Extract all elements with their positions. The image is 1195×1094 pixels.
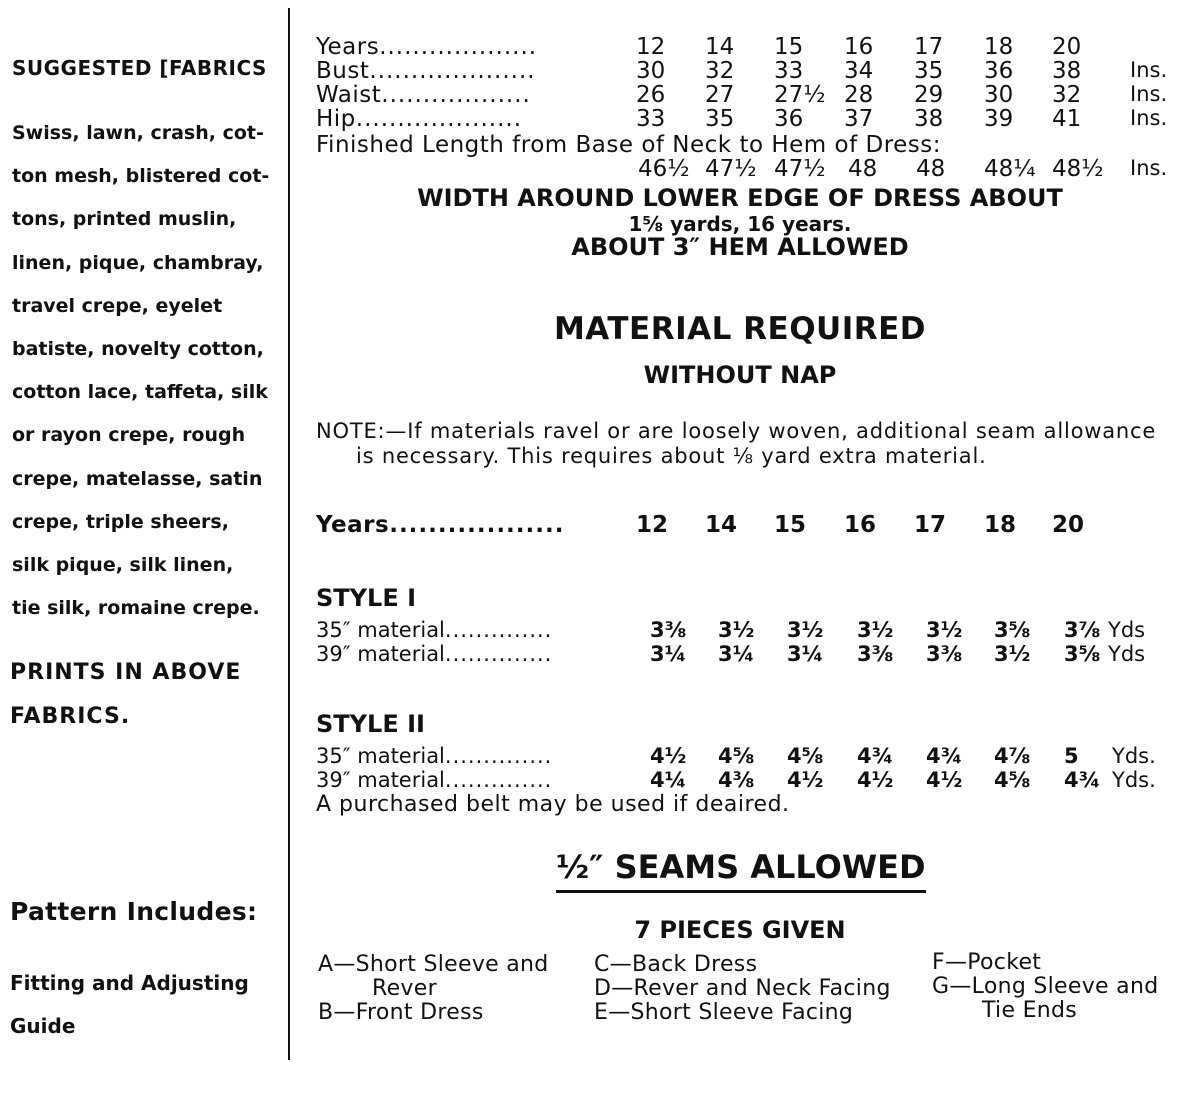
measure-value: 32 <box>1052 82 1082 108</box>
measure-value: 36 <box>984 58 1014 84</box>
fabric-line: travel crepe, eyelet <box>12 295 223 317</box>
finished-length-value: 47½ <box>774 156 826 182</box>
fabric-line: silk pique, silk linen, <box>12 554 234 576</box>
measure-value: 20 <box>1052 34 1082 60</box>
hem-allowed: ABOUT 3″ HEM ALLOWED <box>571 233 909 261</box>
leader-dots: .................... <box>369 58 536 84</box>
yardage-value: 4⅝ <box>994 768 1031 792</box>
piece-item: A—Short Sleeve and <box>318 952 549 977</box>
style-heading: STYLE II <box>316 710 425 738</box>
measure-label-text: Years <box>316 34 380 60</box>
measure-value: 17 <box>914 34 944 60</box>
seams-allowed: ½″ SEAMS ALLOWED <box>556 848 926 893</box>
material-row-label <box>316 618 552 642</box>
measure-value: 16 <box>844 34 874 60</box>
width-line-1: WIDTH AROUND LOWER EDGE OF DRESS ABOUT <box>417 184 1063 212</box>
yardage-value: 4⅞ <box>994 744 1031 768</box>
finished-length-value: 48 <box>848 156 878 182</box>
measure-value: 39 <box>984 106 1014 132</box>
unit-label: Ins. <box>1130 106 1168 130</box>
style-heading: STYLE I <box>316 584 417 612</box>
measure-value: 38 <box>1052 58 1082 84</box>
measure-label-text: Waist <box>316 82 382 108</box>
leader-dots: .................... <box>355 106 523 132</box>
width-line-2: 1⅝ yards, 16 years. <box>628 212 852 236</box>
measure-label <box>316 106 522 132</box>
yardage-value: 3⅞ <box>1064 618 1101 642</box>
pattern-includes-heading: Pattern Includes: <box>10 897 258 926</box>
yardage-value: 4½ <box>787 768 824 792</box>
measure-label <box>316 82 531 108</box>
material-label-text: 39″ material <box>316 768 445 792</box>
leader-dots: .............. <box>444 768 553 792</box>
unit-label: Yds <box>1108 618 1146 642</box>
unit-label: Ins. <box>1130 58 1168 82</box>
material-year: 12 <box>636 512 669 538</box>
unit-label: Yds <box>1108 642 1146 666</box>
fabric-line: tons, printed muslin, <box>12 208 237 230</box>
measure-value: 27½ <box>774 82 826 108</box>
yardage-value: 5 <box>1064 744 1079 768</box>
measure-value: 26 <box>636 82 666 108</box>
yardage-value: 3⅜ <box>926 642 963 666</box>
material-years-label <box>316 512 564 538</box>
fabric-line: or rayon crepe, rough <box>12 424 246 446</box>
measure-value: 38 <box>914 106 944 132</box>
measure-value: 37 <box>844 106 874 132</box>
yardage-value: 4⅝ <box>787 744 824 768</box>
material-label-text: 35″ material <box>316 618 445 642</box>
note-line-2: is necessary. This requires about ⅛ yard extra material. <box>356 444 987 468</box>
leader-dots: .............. <box>444 618 553 642</box>
leader-dots: .............. <box>444 642 553 666</box>
note-line-1: NOTE:—If materials ravel or are loosely woven, additional seam allowance <box>316 419 1157 443</box>
material-year: 15 <box>774 512 807 538</box>
measure-value: 14 <box>705 34 735 60</box>
material-label-text: 39″ material <box>316 642 445 666</box>
unit-label: Ins. <box>1130 82 1168 106</box>
fabric-line: batiste, novelty cotton, <box>12 338 264 360</box>
material-required-title: MATERIAL REQUIRED <box>553 311 927 347</box>
yardage-value: 3½ <box>857 618 894 642</box>
yardage-value: 4¾ <box>1064 768 1101 792</box>
yardage-value: 3½ <box>994 642 1031 666</box>
finished-length-label: Finished Length from Base of Neck to Hem of Dress: <box>316 132 942 158</box>
unit-label: Yds. <box>1112 744 1156 768</box>
leader-dots: .............. <box>444 744 553 768</box>
measure-value: 35 <box>914 58 944 84</box>
measure-value: 34 <box>844 58 874 84</box>
finished-length-value: 48½ <box>1052 156 1104 182</box>
guide-line: Fitting and Adjusting <box>10 971 249 995</box>
material-label-text: 35″ material <box>316 744 445 768</box>
yardage-value: 4¾ <box>926 744 963 768</box>
measure-value: 30 <box>984 82 1014 108</box>
sidebar <box>0 0 286 1094</box>
measure-value: 29 <box>914 82 944 108</box>
fabric-line: Swiss, lawn, crash, cot- <box>12 122 264 144</box>
material-row-label <box>316 642 552 666</box>
material-row-label <box>316 768 552 792</box>
finished-length-value: 46½ <box>638 156 690 182</box>
finished-length-value: 47½ <box>705 156 757 182</box>
main-content <box>300 0 1180 1094</box>
yardage-value: 3½ <box>787 618 824 642</box>
yardage-value: 4½ <box>857 768 894 792</box>
measure-label <box>316 34 537 60</box>
fabric-line: crepe, matelasse, satin <box>12 468 263 490</box>
material-year: 20 <box>1052 512 1085 538</box>
material-year: 16 <box>844 512 877 538</box>
unit-label: Yds. <box>1112 768 1156 792</box>
measure-label-text: Hip <box>316 106 356 132</box>
years-label-text: Years <box>316 512 390 538</box>
measure-label-text: Bust <box>316 58 370 84</box>
yardage-value: 3⅜ <box>650 618 687 642</box>
yardage-value: 3½ <box>718 618 755 642</box>
leader-dots: .................. <box>389 512 565 538</box>
material-year: 17 <box>914 512 947 538</box>
measure-value: 27 <box>705 82 735 108</box>
yardage-value: 4⅜ <box>718 768 755 792</box>
prints-line: PRINTS IN ABOVE <box>10 660 242 685</box>
measure-value: 30 <box>636 58 666 84</box>
column-divider <box>288 8 290 1060</box>
without-nap-subtitle: WITHOUT NAP <box>643 361 837 389</box>
measure-value: 36 <box>774 106 804 132</box>
material-year: 18 <box>984 512 1017 538</box>
yardage-value: 3¼ <box>650 642 687 666</box>
piece-item: B—Front Dress <box>318 1000 484 1025</box>
finished-length-value: 48 <box>916 156 946 182</box>
yardage-value: 4⅝ <box>718 744 755 768</box>
guide-line: Guide <box>10 1014 76 1038</box>
belt-note: A purchased belt may be used if deaired. <box>316 792 790 817</box>
measure-value: 12 <box>636 34 666 60</box>
yardage-value: 4¼ <box>650 768 687 792</box>
fabric-line: tie silk, romaine crepe. <box>12 597 260 619</box>
measure-value: 18 <box>984 34 1014 60</box>
yardage-value: 4¾ <box>857 744 894 768</box>
piece-item: G—Long Sleeve and <box>932 974 1159 999</box>
leader-dots: ................... <box>379 34 538 60</box>
material-row-label <box>316 744 552 768</box>
measure-value: 35 <box>705 106 735 132</box>
fabric-line: crepe, triple sheers, <box>12 511 229 533</box>
fabric-line: linen, pique, chambray, <box>12 252 264 274</box>
piece-item: E—Short Sleeve Facing <box>594 1000 854 1025</box>
measure-value: 32 <box>705 58 735 84</box>
yardage-value: 3⅜ <box>857 642 894 666</box>
finished-length-value: 48¼ <box>984 156 1036 182</box>
piece-item: F—Pocket <box>932 950 1042 975</box>
measure-value: 15 <box>774 34 804 60</box>
measure-value: 28 <box>844 82 874 108</box>
fabric-line: cotton lace, taffeta, silk <box>12 381 268 403</box>
suggested-fabrics-heading: SUGGESTED [FABRICS <box>12 56 267 80</box>
measure-value: 41 <box>1052 106 1082 132</box>
piece-item: C—Back Dress <box>594 952 758 977</box>
measure-value: 33 <box>636 106 666 132</box>
yardage-value: 3⅝ <box>1064 642 1101 666</box>
leader-dots: .................. <box>381 82 531 108</box>
yardage-value: 4½ <box>650 744 687 768</box>
yardage-value: 4½ <box>926 768 963 792</box>
material-year: 14 <box>705 512 738 538</box>
prints-line: FABRICS. <box>10 704 131 729</box>
unit-label: Ins. <box>1130 156 1168 180</box>
measure-label <box>316 58 536 84</box>
yardage-value: 3¼ <box>718 642 755 666</box>
yardage-value: 3¼ <box>787 642 824 666</box>
piece-item: Rever <box>372 976 437 1001</box>
piece-item: Tie Ends <box>982 998 1078 1023</box>
measure-value: 33 <box>774 58 804 84</box>
pieces-heading: 7 PIECES GIVEN <box>634 916 846 944</box>
yardage-value: 3⅝ <box>994 618 1031 642</box>
yardage-value: 3½ <box>926 618 963 642</box>
fabric-line: ton mesh, blistered cot- <box>12 165 270 187</box>
piece-item: D—Rever and Neck Facing <box>594 976 891 1001</box>
